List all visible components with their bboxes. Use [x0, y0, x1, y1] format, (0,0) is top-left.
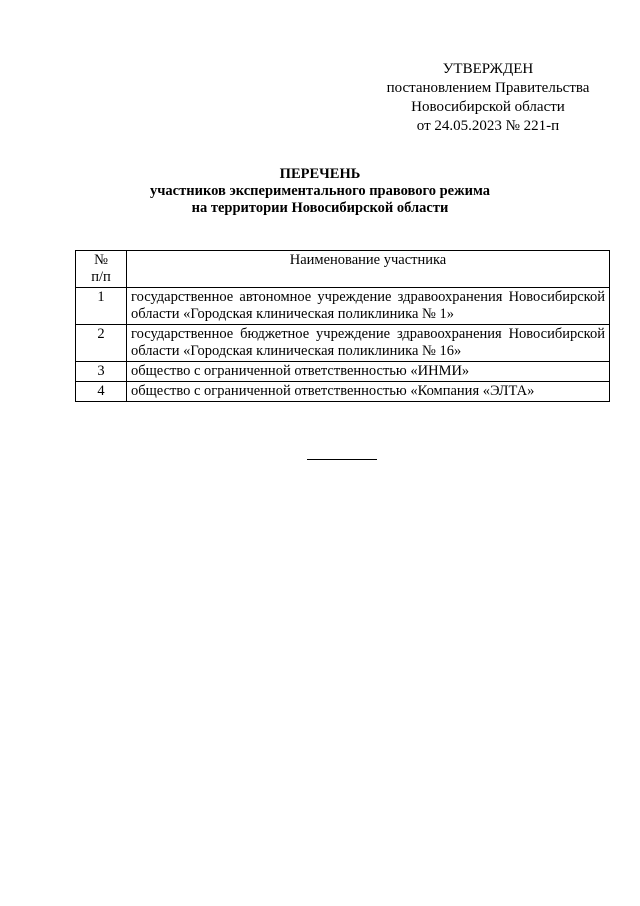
row-participant-name: общество с ограниченной ответственностью «Компания «ЭЛТА» — [127, 382, 610, 402]
row-number: 3 — [76, 362, 127, 382]
row-number: 2 — [76, 325, 127, 362]
row-participant-name: государственное автономное учреждение здравоохранения Новосибирской области «Городская клиническая поликлиника № 1» — [127, 288, 610, 325]
table-row — [76, 362, 610, 382]
table-row — [76, 382, 610, 402]
title-main: ПЕРЕЧЕНЬ — [279, 166, 361, 182]
document-title — [0, 166, 640, 217]
table-row — [76, 288, 610, 325]
approval-decree-line: постановлением Правительства — [386, 80, 590, 96]
approval-region-line: Новосибирской области — [411, 99, 565, 115]
row-number: 1 — [76, 288, 127, 325]
approval-date-number: от 24.05.2023 № 221-п — [416, 118, 560, 134]
title-territory: на территории Новосибирской области — [191, 200, 449, 216]
header-participant-name: Наименование участника — [127, 251, 610, 288]
header-number — [76, 251, 127, 288]
header-number-symbol: № — [94, 252, 108, 268]
title-subtitle: участников экспериментального правового режима — [150, 183, 490, 199]
approval-stamp — [368, 60, 608, 136]
row-participant-name: государственное бюджетное учреждение здравоохранения Новосибирской области «Городская клиническая поликлиника № 16» — [127, 325, 610, 362]
end-divider — [307, 459, 377, 460]
table-header-row — [76, 251, 610, 288]
approval-heading: УТВЕРЖДЕН — [442, 61, 534, 77]
row-participant-name: общество с ограниченной ответственностью «ИНМИ» — [127, 362, 610, 382]
row-number: 4 — [76, 382, 127, 402]
header-number-abbr: п/п — [91, 269, 111, 285]
table-row — [76, 325, 610, 362]
participants-table — [75, 250, 610, 402]
